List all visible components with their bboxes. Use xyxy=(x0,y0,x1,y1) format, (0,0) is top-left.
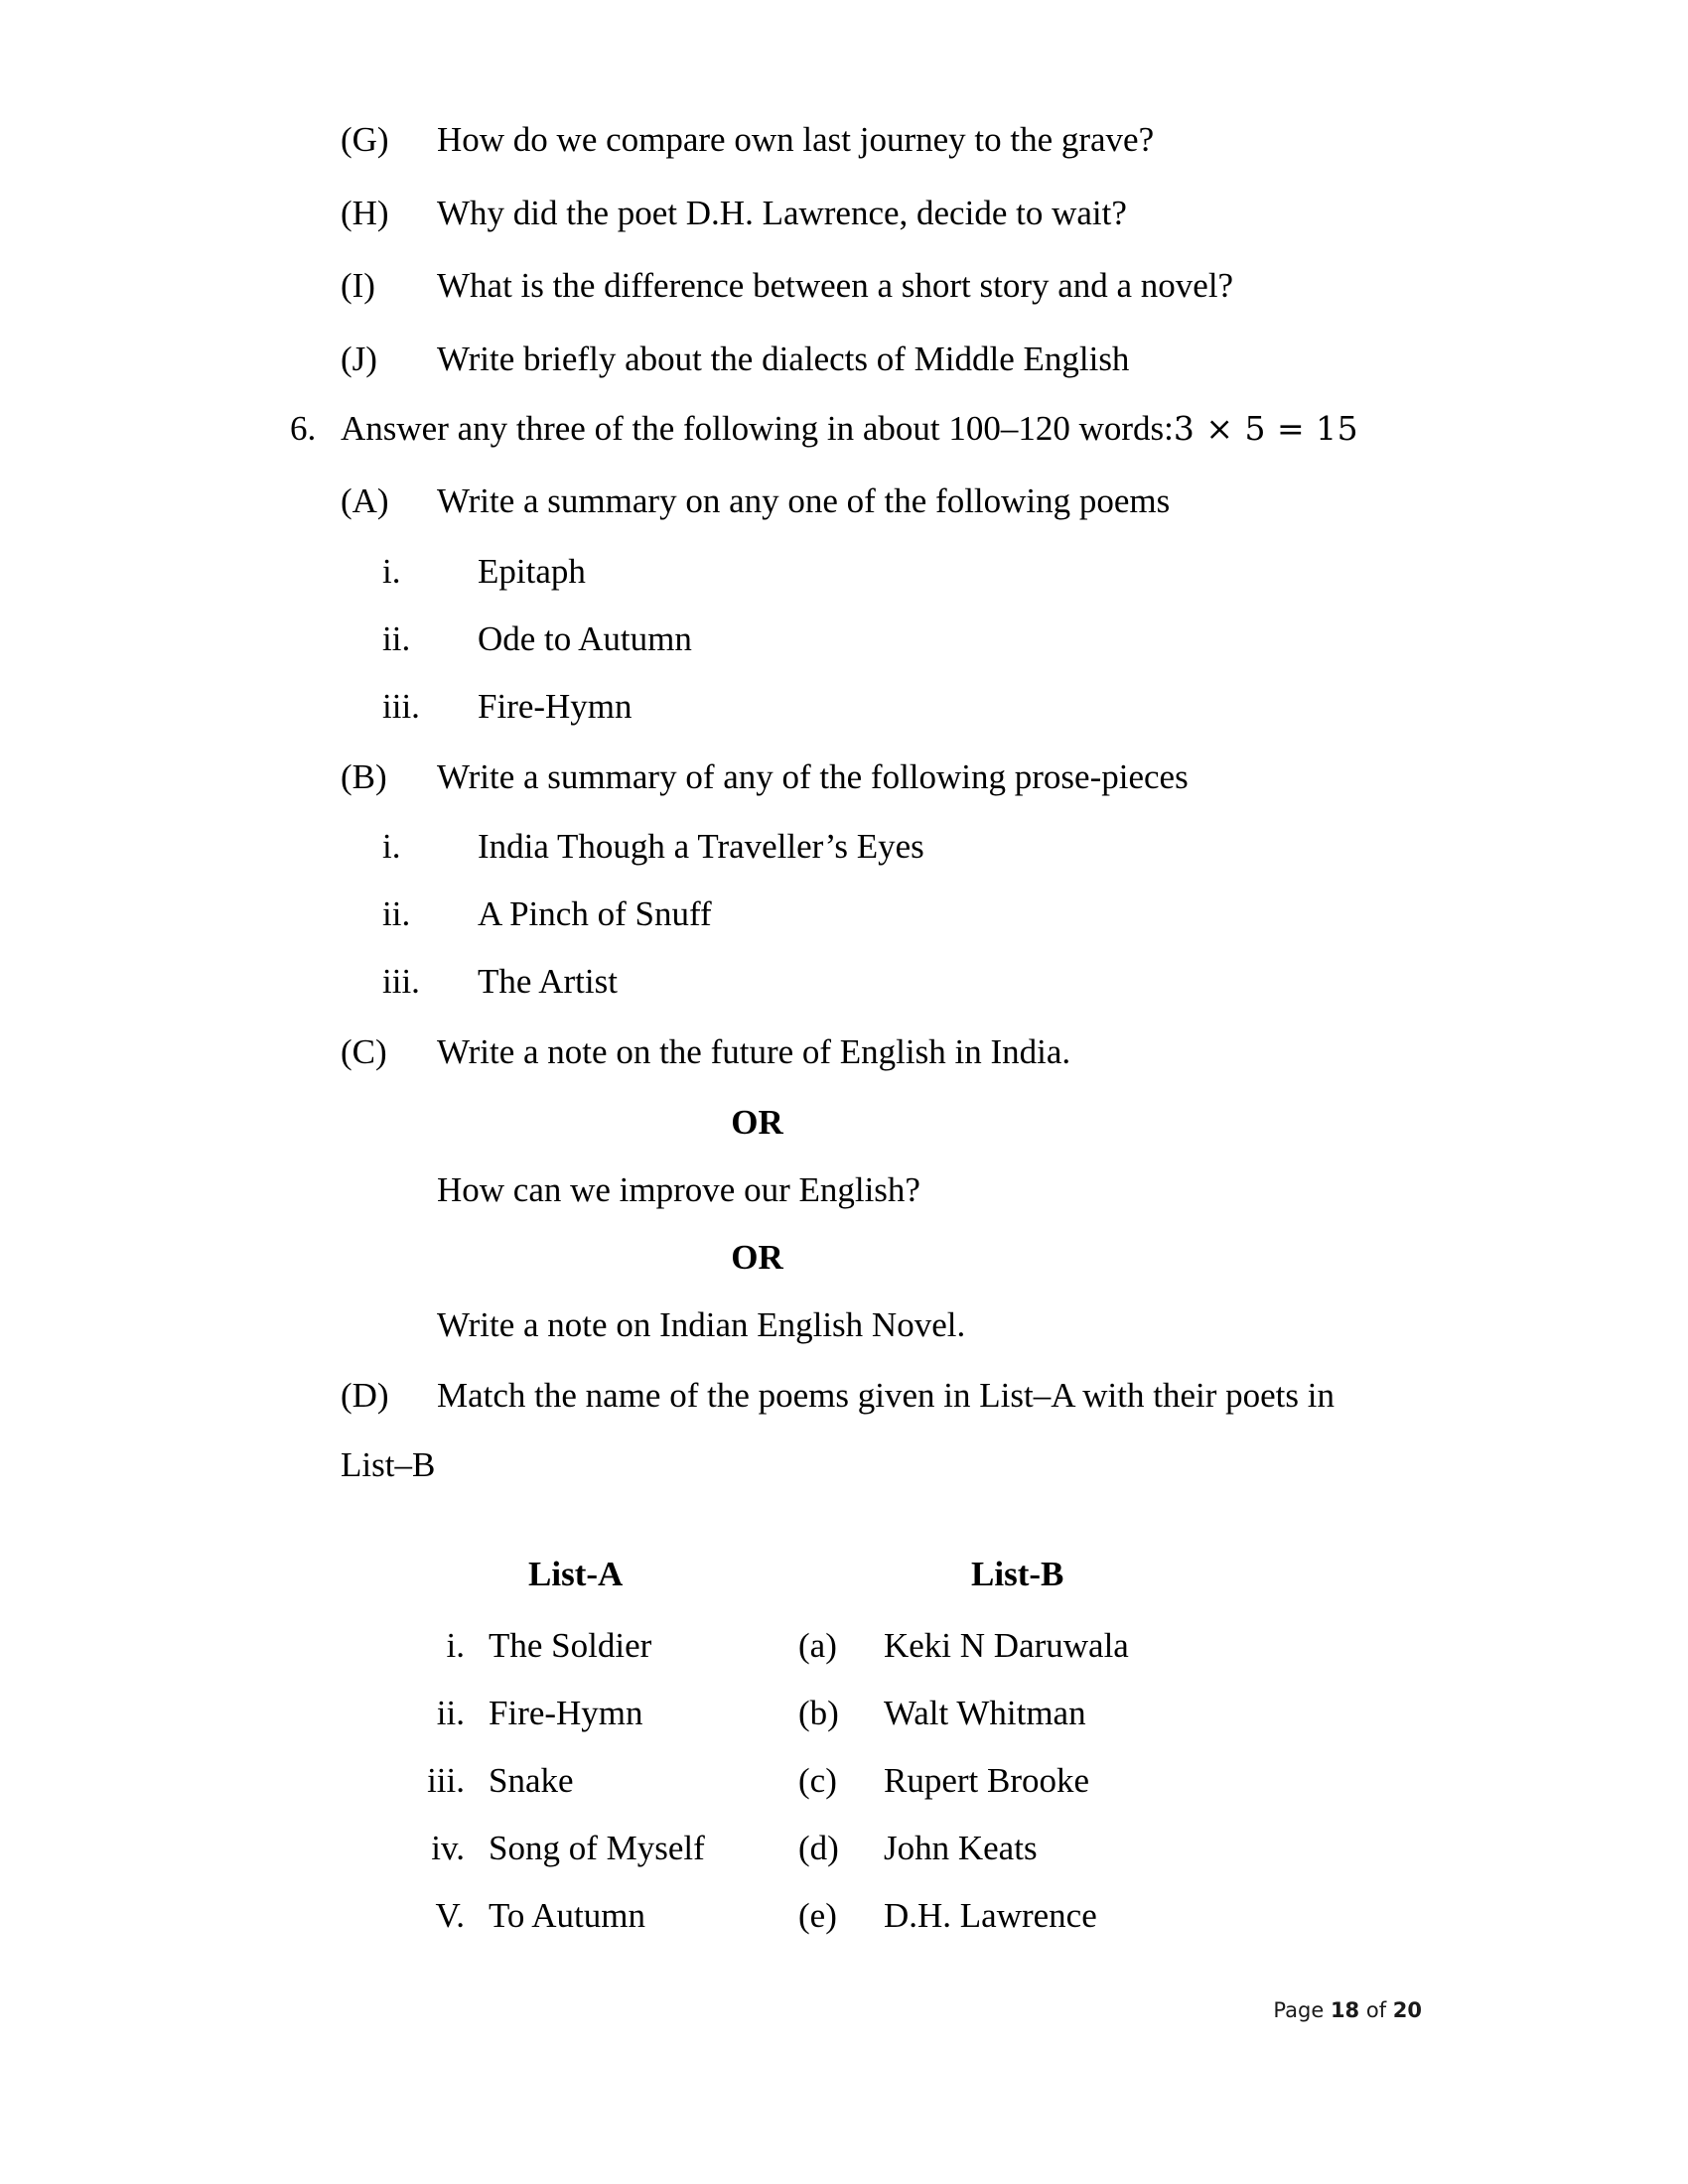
or-separator-2: OR xyxy=(731,1237,783,1277)
row-2-list-b-marker: (b) xyxy=(798,1694,839,1732)
part-b-item-3 xyxy=(0,962,1688,1002)
row-3-list-a-marker: iii. xyxy=(427,1761,465,1800)
part-c-alternative-1: How can we improve our English? xyxy=(437,1169,920,1209)
item-marker-g: (G) xyxy=(341,120,389,159)
row-4-list-b-marker: (d) xyxy=(798,1829,839,1867)
row-1-list-a-text: The Soldier xyxy=(489,1626,652,1665)
match-table-header xyxy=(417,1555,1688,1594)
part-a-item-2-marker: ii. xyxy=(382,618,411,658)
row-2-list-a-marker: ii. xyxy=(436,1694,465,1732)
row-5-list-a-marker: V. xyxy=(435,1896,465,1935)
table-row xyxy=(417,1761,1688,1801)
part-a-item-3-text: Fire-Hymn xyxy=(478,686,633,726)
page-content xyxy=(0,117,1688,1964)
row-3-list-a-text: Snake xyxy=(489,1761,574,1800)
part-d-text-continued: List–B xyxy=(341,1445,436,1484)
table-row xyxy=(417,1626,1688,1666)
part-b-item-1-marker: i. xyxy=(382,827,401,866)
list-item-j xyxy=(0,337,1688,382)
row-1-list-b-marker: (a) xyxy=(798,1626,837,1665)
part-a-item-1-marker: i. xyxy=(382,551,401,591)
part-a-item-2-text: Ode to Autumn xyxy=(478,618,692,658)
match-the-following-table xyxy=(0,1555,1688,1936)
part-a-item-1 xyxy=(0,552,1688,592)
item-text-g: How do we compare own last journey to the grave? xyxy=(437,120,1155,159)
question-6-part-a xyxy=(0,478,1688,524)
part-b-item-1-text: India Though a Traveller’s Eyes xyxy=(478,827,924,866)
question-6-stem-wrap xyxy=(341,409,1688,449)
part-b-item-3-text: The Artist xyxy=(478,962,618,1001)
part-a-item-1-text: Epitaph xyxy=(478,551,586,591)
item-text-i: What is the difference between a short story and a novel? xyxy=(437,266,1234,305)
item-text-j: Write briefly about the dialects of Middle English xyxy=(437,339,1130,378)
part-b-item-2-text: A Pinch of Snuff xyxy=(478,894,712,933)
part-a-item-3 xyxy=(0,687,1688,727)
footer-current-page: 18 xyxy=(1330,1998,1360,2022)
row-3-list-b-text: Rupert Brooke xyxy=(884,1761,1090,1800)
part-c-alternative-2: Write a note on Indian English Novel. xyxy=(437,1304,966,1344)
part-a-item-2 xyxy=(0,619,1688,659)
part-d-marker: (D) xyxy=(341,1375,389,1415)
row-3-list-b-marker: (c) xyxy=(798,1761,837,1800)
footer-prefix: Page xyxy=(1273,1998,1331,2022)
table-row xyxy=(417,1896,1688,1936)
footer-middle: of xyxy=(1359,1998,1393,2022)
list-item-i xyxy=(0,263,1688,309)
part-a-marker: (A) xyxy=(341,481,389,520)
row-4-list-a-marker: iv. xyxy=(431,1829,465,1867)
list-item-g xyxy=(0,117,1688,163)
part-b-item-3-marker: iii. xyxy=(382,962,420,1001)
question-6-part-d xyxy=(0,1373,1688,1419)
row-5-list-b-marker: (e) xyxy=(798,1896,837,1935)
row-4-list-a-text: Song of Myself xyxy=(489,1829,705,1867)
question-6-part-b xyxy=(0,754,1688,800)
item-marker-h: (H) xyxy=(341,193,389,232)
row-5-list-b-text: D.H. Lawrence xyxy=(884,1896,1097,1935)
question-6-stem: Answer any three of the following in about 100–120 words: xyxy=(341,409,1174,448)
question-6-marks: 3 × 5 = 15 xyxy=(1173,409,1359,448)
page-footer xyxy=(0,1998,1688,2022)
row-2-list-a-text: Fire-Hymn xyxy=(489,1694,643,1732)
part-d-text: Match the name of the poems given in List–A with their poets in xyxy=(437,1375,1336,1415)
question-6-part-c xyxy=(0,1029,1688,1075)
row-4-list-b-text: John Keats xyxy=(884,1829,1038,1867)
match-table-header-list-b: List-B xyxy=(971,1555,1064,1593)
part-a-text: Write a summary on any one of the following poems xyxy=(437,481,1171,520)
table-row xyxy=(417,1829,1688,1868)
part-b-marker: (B) xyxy=(341,756,387,796)
list-item-h xyxy=(0,191,1688,236)
row-2-list-b-text: Walt Whitman xyxy=(884,1694,1086,1732)
part-a-item-3-marker: iii. xyxy=(382,686,420,726)
row-1-list-b-text: Keki N Daruwala xyxy=(884,1626,1129,1665)
part-b-item-2 xyxy=(0,894,1688,934)
part-b-item-2-marker: ii. xyxy=(382,894,411,933)
part-b-item-1 xyxy=(0,827,1688,867)
match-table-header-list-a: List-A xyxy=(528,1555,624,1593)
footer-total-pages: 20 xyxy=(1392,1998,1422,2022)
question-6-number: 6. xyxy=(290,409,317,448)
or-separator-1: OR xyxy=(731,1102,783,1142)
item-text-h: Why did the poet D.H. Lawrence, decide to wait? xyxy=(437,193,1127,232)
item-marker-j: (J) xyxy=(341,339,377,378)
row-1-list-a-marker: i. xyxy=(446,1626,465,1665)
row-5-list-a-text: To Autumn xyxy=(489,1896,645,1935)
table-row xyxy=(417,1694,1688,1733)
part-c-marker: (C) xyxy=(341,1032,387,1071)
question-6 xyxy=(0,409,1688,449)
part-b-text: Write a summary of any of the following prose-pieces xyxy=(437,756,1189,796)
item-marker-i: (I) xyxy=(341,266,375,305)
part-c-text: Write a note on the future of English in India. xyxy=(437,1032,1071,1071)
